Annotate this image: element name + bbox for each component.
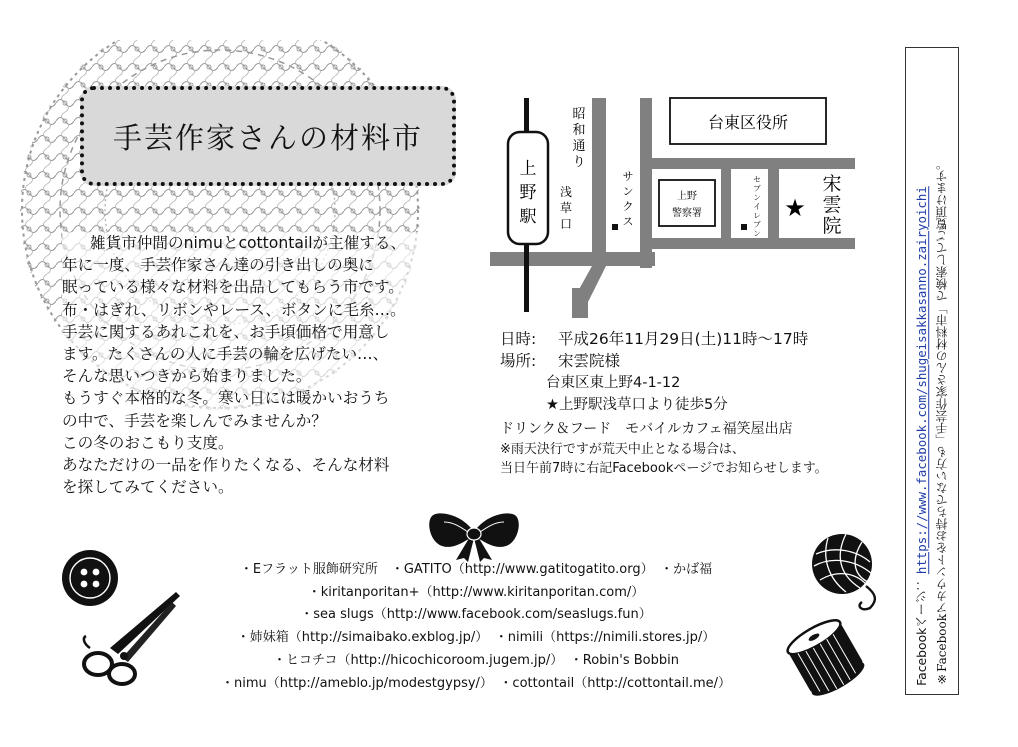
address: 台東区東上野4-1-12 — [546, 375, 681, 391]
asakusa-exit-label: 口 — [559, 217, 573, 231]
showa-street-label: り — [572, 155, 586, 170]
seven-eleven-label: ン — [753, 193, 761, 202]
asakusa-exit-label: 草 — [559, 201, 573, 215]
station-label: 野 — [519, 183, 537, 203]
place-value: 宋雲院様 — [558, 352, 621, 370]
road — [572, 288, 588, 318]
showa-street-label: 通 — [572, 139, 586, 154]
shop-line: ・ヒコチコ（http://hicochicoroom.jugem.jp/） ・Robin's Bobbin — [273, 652, 679, 668]
shop-line: ・kiritanporitan+（http://www.kiritanporitan.com/） — [307, 584, 645, 600]
event-info — [500, 328, 828, 478]
shop-line: ・sea slugs（http://www.facebook.com/seaslugs.fun） — [300, 607, 652, 623]
place-row — [500, 350, 828, 372]
seven-eleven-marker — [741, 224, 747, 230]
intro-line: もうすぐ本格的な冬。寒い日には暖かいおうち — [62, 389, 390, 408]
road — [640, 238, 855, 249]
page-title: 手芸作家さんの材料市 — [112, 120, 423, 155]
intro-line: 年に一度、手芸作家さん達の引き出しの奥に — [62, 256, 374, 275]
access-map — [488, 92, 860, 318]
sunkus-label: サ — [622, 170, 634, 183]
facebook-line — [912, 158, 932, 686]
sunkus-marker — [612, 224, 618, 230]
facebook-link[interactable]: https://www.facebook.com/shugeisakkasanno.zairyoichi — [914, 186, 929, 575]
road — [721, 169, 731, 238]
facebook-text — [912, 158, 952, 686]
venue-label: 雲 — [822, 194, 842, 216]
police-label: 上野 — [677, 191, 697, 202]
road — [490, 252, 655, 266]
title-banner — [80, 86, 456, 186]
road — [768, 169, 779, 238]
seven-eleven-label: ブ — [753, 220, 761, 229]
intro-line: 眠っている様々な材料を出品してもらう市です。 — [62, 278, 404, 297]
facebook-label: Facebookページ： — [914, 578, 929, 686]
police-label: 警察署 — [672, 208, 702, 219]
shop-line: ・nimu（http://ameblo.jp/modestgypsy/） ・cottontail（http://cottontail.me/） — [220, 675, 731, 691]
seven-eleven-label: セ — [753, 175, 761, 184]
seven-eleven-label: イ — [753, 202, 761, 211]
rain-note: ※雨天決行ですが荒天中止となる場合は、 — [500, 442, 745, 457]
intro-line: そんな思いつきから始まりました。 — [62, 367, 312, 386]
intro-line: あなただけの一品を作りたくなる、そんな材料 — [62, 456, 390, 475]
venue-label: 宋 — [822, 173, 842, 195]
intro-line: この冬のおこもり支度。 — [62, 433, 234, 452]
date-value: 平成26年11月29日(土)11時～17時 — [558, 330, 809, 348]
shop-line: ・姉妹箱（http://simaibako.exblog.jp/） ・nimili（https://nimili.stores.jp/） — [236, 630, 716, 646]
police-station — [659, 180, 715, 226]
rain-note: 当日午前7時に右記Facebookページでお知らせします。 — [500, 461, 828, 476]
facebook-note: ※Facebookアカウントをお持ちでない方も「手芸作家さんの材料市」で検索してご覧頂けます。 — [935, 158, 949, 686]
intro-text — [62, 232, 482, 498]
intro-line: 布・はぎれ、リボンやレース、ボタンに毛糸…。 — [62, 300, 406, 319]
intro-line: を探してみてください。 — [62, 478, 234, 497]
access: ★上野駅浅草口より徒歩5分 — [546, 397, 728, 413]
scissors-icon — [76, 588, 186, 688]
shop-line: ・Eフラット服飾研究所 ・GATITO（http://www.gatitogatito.org） ・かば福 — [239, 562, 713, 577]
shop-list — [196, 559, 756, 695]
drink-note: ドリンク＆フード モバイルカフェ福笑屋出店 — [500, 421, 793, 437]
date-label: 日時: — [500, 330, 537, 348]
intro-line: ます。たくさんの人に手芸の輪を広げたい…、 — [62, 345, 389, 364]
seven-eleven-label: ン — [753, 229, 761, 238]
intro-line: の中で、手芸を楽しんでみませんか？ — [62, 411, 327, 430]
showa-street-label: 昭 — [572, 107, 586, 122]
sunkus-label: ク — [622, 200, 634, 213]
sunkus-label: ス — [622, 215, 634, 228]
date-row — [500, 328, 828, 350]
facebook-panel — [905, 47, 959, 695]
intro-line: 雑貨市仲間のnimuとcottontailが主催する、 — [90, 234, 407, 252]
place-label: 場所: — [500, 352, 537, 370]
asakusa-exit-label: 浅 — [559, 185, 573, 199]
yarn-ball-icon — [806, 528, 890, 612]
ward-office-label: 台東区役所 — [707, 113, 789, 132]
seven-eleven-label: ブ — [753, 184, 761, 193]
ribbon-bow-icon — [424, 508, 524, 562]
venue-label: 院 — [822, 215, 842, 237]
thread-spool-icon — [782, 614, 870, 702]
sunkus-label: ン — [622, 185, 634, 198]
station-label: 上 — [519, 159, 537, 179]
road — [640, 158, 855, 169]
showa-street-label: 和 — [572, 123, 586, 138]
station-label: 駅 — [519, 207, 537, 227]
intro-line: 手芸に関するあれこれを、お手頃価格で用意し — [62, 322, 390, 341]
seven-eleven-label: レ — [753, 211, 761, 220]
venue-star-icon: ★ — [784, 194, 806, 222]
road — [592, 98, 606, 266]
